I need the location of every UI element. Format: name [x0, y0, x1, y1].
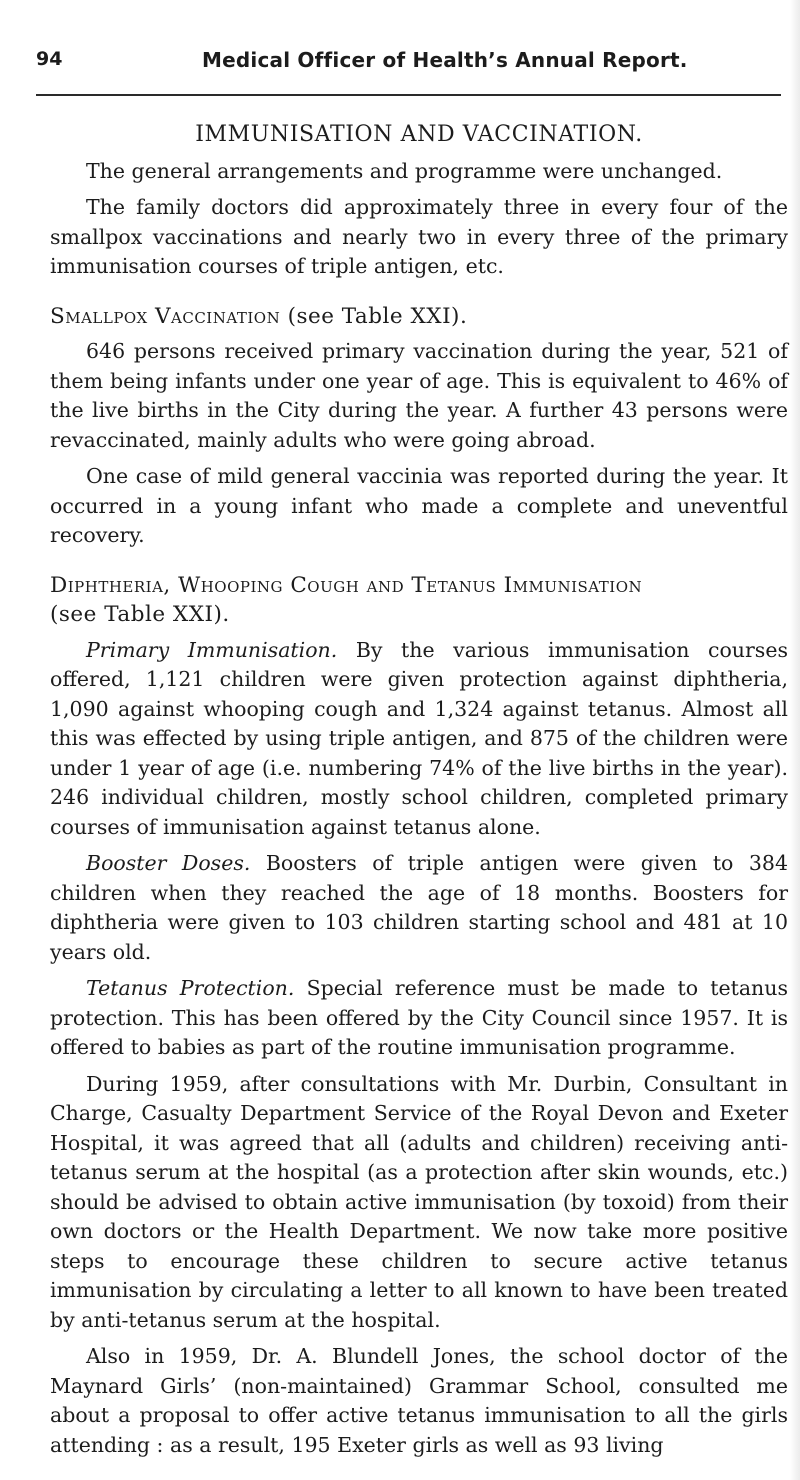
- booster-doses-text: Boosters of triple antigen were given to 384 children when they reached the age of 18 months. Boosters for diphtheria were given to 103 children starting school and 481 at 10 years old.: [50, 851, 788, 964]
- dtt-heading-text: Diphtheria, Whooping Cough and Tetanus Immunisation: [50, 572, 643, 598]
- tetanus-protection-lead: Tetanus Protection.: [86, 976, 295, 1000]
- report-title: Medical Officer of Health’s Annual Report.: [202, 48, 688, 72]
- primary-immunisation-paragraph: [50, 636, 788, 843]
- intro-paragraph-2: The family doctors did approximately three in every four of the smallpox vaccinations and nearly two in every three of the primary immunisation courses of triple antigen, etc.: [50, 195, 788, 278]
- dtt-heading: [50, 571, 788, 630]
- dtt-heading-ref: (see Table XXI).: [50, 602, 230, 627]
- primary-immunisation-lead: Primary Immunisation.: [86, 637, 338, 662]
- smallpox-paragraph-1: 646 persons received primary vaccination during the year, 521 of them being infants under one year of age. This is equivalent to 46% of the live births in the City during the year. A further 43 persons were revaccinated, mainly adults who were going abroad.: [50, 339, 788, 452]
- smallpox-heading-ref: (see Table XXI).: [287, 303, 468, 329]
- page-content: [50, 120, 788, 1467]
- section-title: IMMUNISATION AND VACCINATION.: [195, 122, 643, 147]
- header-rule: [36, 94, 781, 96]
- page-number: 94: [36, 48, 63, 70]
- consultation-1959-paragraph: During 1959, after consultations with Mr. Durbin, Consultant in Charge, Casualty Department Service of the Royal Devon and Exeter Hospital, it was agreed that all (adults and children) receiving anti-tetanus serum at the hospital (as a protection after skin wounds, etc.) should be advised to obtain active immunisation (by toxoid) from their own doctors or the Health Department. We now take more positive steps to encourage these children to secure active tetanus immunisation by circulating a letter to all known to have been treated by anti-tetanus serum at the hospital.: [50, 1071, 788, 1332]
- maynard-school-paragraph: Also in 1959, Dr. A. Blundell Jones, the school doctor of the Maynard Girls’ (non-maintained) Grammar School, consulted me about a proposal to offer active tetanus immunisation to all the girls attending : as a result, 195 Exeter girls as well as 93 living: [50, 1344, 788, 1457]
- running-header: [36, 44, 792, 84]
- tetanus-protection-paragraph: [50, 974, 788, 1063]
- booster-doses-paragraph: [50, 849, 788, 967]
- page-edge-shadow: [790, 0, 800, 1480]
- smallpox-heading-text: Smallpox Vaccination: [50, 303, 281, 329]
- intro-paragraph-1: The general arrangements and programme were unchanged.: [86, 158, 723, 183]
- smallpox-heading: [50, 302, 788, 332]
- smallpox-paragraph-2: One case of mild general vaccinia was reported during the year. It occurred in a young infant who made a complete and uneventful recovery.: [50, 464, 788, 547]
- booster-doses-lead: Booster Doses.: [86, 851, 251, 875]
- tetanus-protection-text: Special reference must be made to tetanus protection. This has been offered by the City Council since 1957. It is offered to babies as part of the routine immunisation programme.: [50, 976, 788, 1059]
- primary-immunisation-text: By the various immunisation courses offered, 1,121 children were given protection against diphtheria, 1,090 against whooping cough and 1,324 against tetanus. Almost all this was effected by using triple antigen, and 875 of the children were under 1 year of age (i.e. numbering 74% of the live births in the year). 246 individual children, mostly school children, completed primary courses of immunisation against tetanus alone.: [50, 637, 788, 839]
